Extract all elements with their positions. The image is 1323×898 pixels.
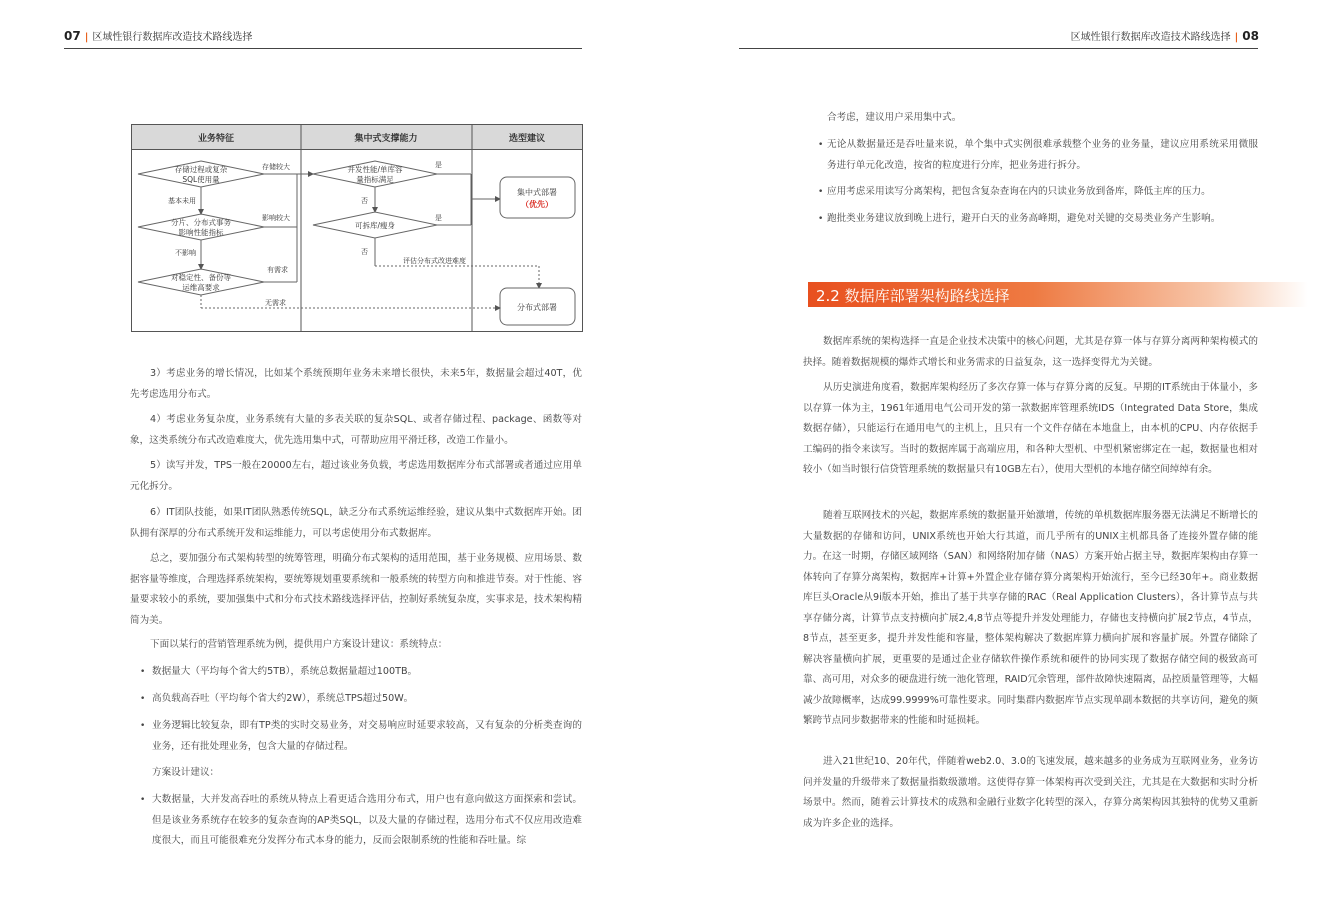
- paragraph: 5）读写并发，TPS一般在20000左右，超过该业务负载，考虑选用数据库分布式部署或者通过应用单元化拆分。: [130, 460, 582, 492]
- result-priority-label: （优先）: [521, 200, 553, 209]
- bullet-dot: •: [140, 721, 146, 731]
- paragraph: 随着互联网技术的兴起，数据库系统的数据量开始激增，传统的单机数据库服务器无法满足不断增长的大量数据的存储和访问，UNIX系统也开始大行其道，而几乎所有的UNIX主机都具备了连接外置存储的能力。在这一时期，存储区域网络（SAN）和网络附加存储（NAS）方案开始占据主导，数据库架构由存算一体转向了存算分离架构，数据库+计算+外置企业存储存算分离架构开始流行，至今已经30年+。商业数据库巨头Oracle从9i版本开始，推出了基于共享存储的RAC（Real Application Clusters），各计算节点与共享存储分离，计算节点支持横向扩展2,4,8节点等提升并发处理能力，存储也支持横向扩展2节点，4节点，8节点，甚至更多，提升并发性能和容量，整体架构解决了数据库算力横向扩展和容量扩展。外置存储除了解决容量横向扩展，更重要的是通过企业存储软件操作系统和硬件的协同实现了数据存储空间的极致高可靠、高可用，对众多的硬盘进行统一池化管理，RAID冗余管理，部件故障快速隔离，品控质量管理等，大幅减少故障概率，达成99.9999%可靠性要求。同时集群内数据库节点实现单副本数据的共享访问，避免的频繁跨节点同步数据带来的性能和时延损耗。: [803, 510, 1258, 726]
- left-page-number: 07: [64, 29, 81, 43]
- d3-line1: 对稳定性、备份等: [171, 273, 231, 282]
- paragraph: 4）考虑业务复杂度，业务系统有大量的多表关联的复杂SQL、或者存储过程、package、函数等对象，这类系统分布式改造难度大，优先选用集中式，可帮助应用平滑迁移，改造工作量小。: [130, 414, 582, 446]
- col-header-suggestion: 选型建议: [508, 134, 546, 144]
- label-evaluate: 评估分布式改进难度: [403, 257, 466, 265]
- right-page-number: 08: [1242, 29, 1259, 43]
- right-page: [661, 0, 1323, 898]
- bullet-item: 高负载高吞吐（平均每个省大约2W），系统总TPS超过50W。: [152, 693, 414, 704]
- paragraph: 数据库系统的架构选择一直是企业技术决策中的核心问题，尤其是存算一体与存算分离两种架构模式的抉择。随着数据规模的爆炸式增长和业务需求的日益复杂，这一选择变得尤为关键。: [803, 336, 1258, 368]
- paragraph: 6）IT团队技能，如果IT团队熟悉传统SQL，缺乏分布式系统运维经验，建议从集中式数据库开始。团队拥有深厚的分布式系统开发和运维能力，可以考虑使用分布式数据库。: [130, 507, 582, 539]
- d1-line2: SQL使用量: [182, 175, 220, 184]
- bullet-dot: •: [818, 140, 824, 150]
- bullet-item: 跑批类业务建议放到晚上进行，避开白天的业务高峰期，避免对关键的交易类业务产生影响。: [827, 213, 1221, 224]
- design-label: 方案设计建议：: [152, 767, 220, 778]
- bullet-dot: •: [140, 667, 146, 677]
- left-page-header: [64, 28, 252, 43]
- result-centralized-label: 集中式部署: [517, 188, 557, 197]
- label-impact-large: 影响较大: [262, 214, 290, 222]
- d4-line1: 并发性能/单库容: [347, 165, 403, 174]
- paragraph: 进入21世纪10、20年代，伴随着web2.0、3.0的飞速发展，越来越多的业务成为互联网业务，业务访问并发量的升级带来了数据量指数级激增。这使得存算一体架构再次受到关注，尤其是在大数据和实时分析场景中。然而，随着云计算技术的成熟和金融行业数字化转型的深入，存算分离架构因其独特的优势又重新成为许多企业的选择。: [803, 756, 1258, 829]
- bullet-item: 应用考虑采用读写分离架构，把包含复杂查询在内的只读业务放到备库，降低主库的压力。: [827, 186, 1211, 197]
- architecture-selection-flowchart: [131, 124, 583, 332]
- bullet-dot: •: [140, 694, 146, 704]
- label-no-2: 否: [361, 248, 368, 256]
- header-rule: [739, 48, 1258, 49]
- label-no-need: 无需求: [265, 299, 286, 307]
- left-header-title: 区域性银行数据库改造技术路线选择: [92, 32, 253, 43]
- right-page-header: [1071, 28, 1259, 43]
- header-rule: [64, 48, 582, 49]
- section-title: 2.2 数据库部署架构路线选择: [816, 287, 1010, 305]
- right-header-title: 区域性银行数据库改造技术路线选择: [1070, 32, 1231, 43]
- label-has-need: 有需求: [267, 266, 288, 274]
- section-heading-bar: [808, 282, 1308, 307]
- bullet-item: 大数据量，大并发高吞吐的系统从特点上看更适合选用分布式，用户也有意向做这方面探索和尝试。但是该业务系统存在较多的复杂查询的AP类SQL，以及大量的存储过程，选用分布式不仅应用改造难度很大，而且可能很难充分发挥分布式本身的能力，反而会限制系统的性能和吞吐量。综: [152, 794, 582, 846]
- paragraph: 从历史演进角度看，数据库架构经历了多次存算一体与存算分离的反复。早期的IT系统由于体量小，多以存算一体为主，1961年通用电气公司开发的第一款数据库管理系统IDS（Integrated Data Store，集成数据存储），只能运行在通用电气的主机上，且只有一个文件存储在本地盘上，由本机的CPU、内存依据手工编码的指令来读写。当时的数据库属于高端应用，和各种大型机、中型机紧密绑定在一起，数据量也相对较小（如当时银行信贷管理系统的数据量只有10GB左右），使用大型机的本地存储空间绰绰有余。: [803, 382, 1258, 475]
- label-yes-2: 是: [435, 214, 442, 222]
- label-no-1: 否: [361, 197, 368, 205]
- label-yes-1: 是: [435, 161, 442, 169]
- header-separator: |: [1234, 32, 1239, 43]
- result-centralized: [500, 177, 575, 218]
- bullet-dot: •: [140, 795, 146, 805]
- bullet-dot: •: [818, 187, 824, 197]
- d2-line2: 影响性能指标: [178, 228, 224, 237]
- col-header-business: 业务特征: [197, 134, 235, 144]
- left-page: [0, 0, 661, 898]
- d4-line2: 量指标满足: [356, 175, 394, 184]
- d3-line2: 运维高要求: [182, 283, 220, 292]
- label-basic-none: 基本未用: [168, 197, 196, 205]
- d2-line1: 分片、分布式事务: [171, 218, 231, 227]
- bullet-dot: •: [818, 214, 824, 224]
- continued-text: 合考虑，建议用户采用集中式。: [827, 112, 962, 123]
- d1-line1: 存储过程或复杂: [174, 165, 228, 174]
- paragraph: 3）考虑业务的增长情况，比如某个系统预期年业务未来增长很快，未来5年，数据量会超过40T，优先考虑选用分布式。: [130, 368, 582, 400]
- label-no-impact: 不影响: [175, 249, 196, 257]
- header-separator: |: [84, 32, 89, 43]
- bullet-item: 无论从数据量还是吞吐量来说，单个集中式实例很难承载整个业务的业务量，建议应用系统采用微服务进行单元化改造，按省的粒度进行分库，把业务进行拆分。: [827, 139, 1258, 171]
- bullet-item: 业务逻辑比较复杂，即有TP类的实时交易业务，对交易响应时延要求较高，又有复杂的分析类查询的业务，还有批处理业务，包含大量的存储过程。: [152, 720, 582, 752]
- paragraph: 总之，要加强分布式架构转型的统筹管理，明确分布式架构的适用范围，基于业务规模、应用场景、数据容量等维度，合理选择系统架构，要统筹规划重要系统和一般系统的转型方向和推进节奏。对于性能、容量要求较小的系统，要加强集中式和分布式技术路线选择评估，控制好系统复杂度，实事求是，技术架构精简为美。: [130, 553, 582, 626]
- result-distributed-label: 分布式部署: [517, 303, 557, 312]
- col-header-centralized: 集中式支撑能力: [354, 134, 418, 144]
- paragraph: 下面以某行的营销管理系统为例，提供用户方案设计建议：系统特点：: [150, 639, 448, 650]
- d5-text: 可拆库/瘦身: [354, 221, 396, 230]
- label-storage-large: 存储较大: [262, 163, 290, 171]
- bullet-item: 数据量大（平均每个省大约5TB），系统总数据量超过100TB。: [152, 666, 418, 677]
